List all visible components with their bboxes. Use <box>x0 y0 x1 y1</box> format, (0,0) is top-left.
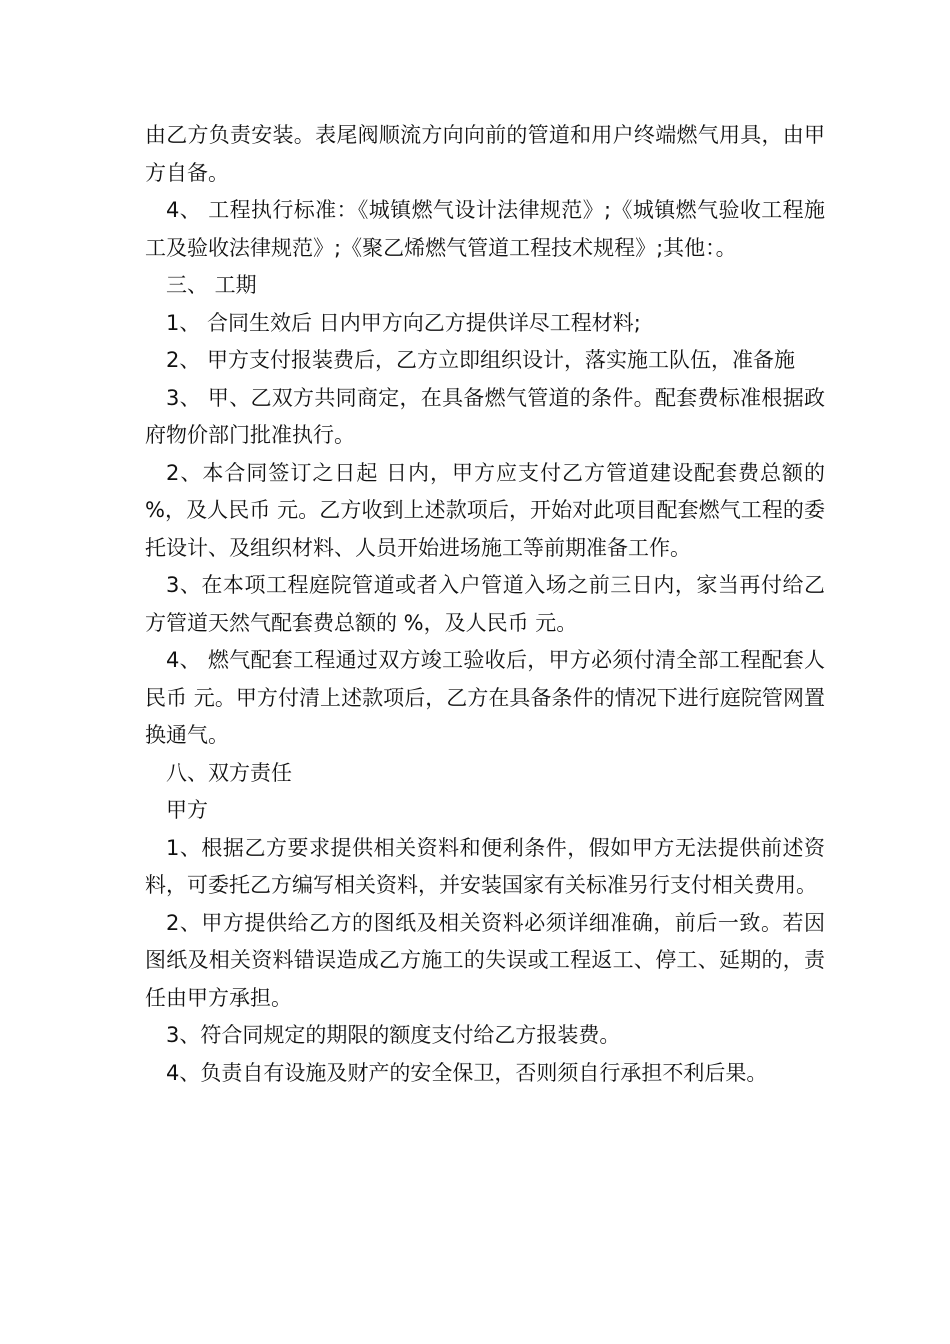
paragraph-payment-item-3: 3、在本项工程庭院管道或者入户管道入场之前三日内，家当再付给乙方管道天然气配套费总额的 %，及人民币 元。 <box>145 573 825 635</box>
document-body <box>145 117 825 1092</box>
section-heading-schedule: 三、 工期 <box>166 273 257 297</box>
paragraph-party-a-item-1: 1、根据乙方要求提供相关资料和便利条件，假如甲方无法提供前述资料，可委托乙方编写相关资料，并安装国家有关标准另行支付相关费用。 <box>145 835 825 897</box>
section-heading-responsibilities: 八、双方责任 <box>166 760 292 785</box>
paragraph-schedule-item-2: 2、 甲方支付报装费后，乙方立即组织设计，落实施工队伍，准备施 <box>166 348 796 372</box>
paragraph-payment-item-2: 2、本合同签订之日起 日内，甲方应支付乙方管道建设配套费总额的 %，及人民币 元。乙方收到上述款项后，开始对此项目配套燃气工程的委托设计、及组织材料、人员开始进场施工等前期准备工作。 <box>145 460 825 560</box>
paragraph-schedule-item-3: 3、 甲、乙双方共同商定，在具备燃气管道的条件。配套费标准根据政府物价部门批准执行。 <box>145 385 825 447</box>
paragraph-payment-item-4: 4、 燃气配套工程通过双方竣工验收后，甲方必须付清全部工程配套人民币 元。甲方付清上述款项后，乙方在具备条件的情况下进行庭院管网置换通气。 <box>145 648 825 747</box>
paragraph-installation-scope: 由乙方负责安装。表尾阀顺流方向向前的管道和用户终端燃气用具，由甲方自备。 <box>145 123 825 185</box>
subheading-party-a: 甲方 <box>166 798 208 822</box>
paragraph-party-a-item-2: 2、甲方提供给乙方的图纸及相关资料必须详细准确，前后一致。若因图纸及相关资料错误造成乙方施工的失误或工程返工、停工、延期的，责任由甲方承担。 <box>145 910 825 1010</box>
paragraph-party-a-item-3: 3、符合同规定的期限的额度支付给乙方报装费。 <box>166 1023 621 1047</box>
paragraph-party-a-item-4: 4、负责自有设施及财产的安全保卫，否则须自行承担不利后果。 <box>166 1060 768 1085</box>
paragraph-schedule-item-1: 1、 合同生效后 日内甲方向乙方提供详尽工程材料; <box>166 310 641 335</box>
paragraph-engineering-standards: 4、 工程执行标准：《城镇燃气设计法律规范》;《城镇燃气验收工程施工及验收法律规范》;《聚乙烯燃气管道工程技术规程》;其他：。 <box>145 198 825 260</box>
